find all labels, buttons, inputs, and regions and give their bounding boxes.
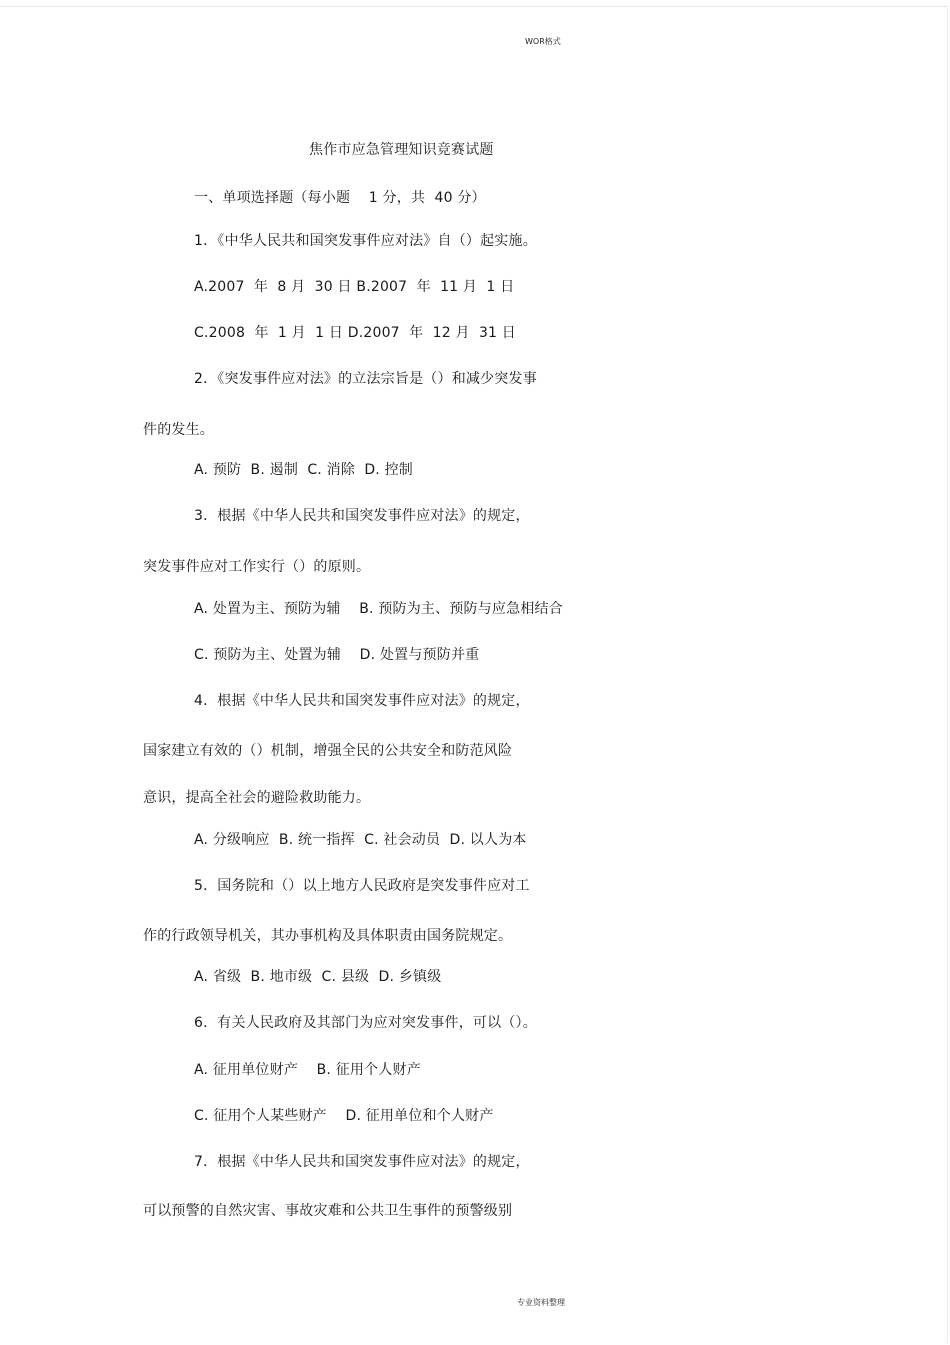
question-3: 3．根据《中华人民共和国突发事件应对法》的规定， (194, 508, 530, 524)
q1-options-cd: C.2008 年 1 月 1 日 D.2007 年 12 月 31 日 (194, 325, 517, 341)
question-7: 7．根据《中华人民共和国突发事件应对法》的规定， (194, 1154, 530, 1170)
page-footer: 专业资料整理 (517, 1298, 565, 1307)
q5-options: A. 省级 B. 地市级 C. 县级 D. 乡镇级 (194, 969, 442, 985)
question-2: 2．《突发事件应对法》的立法宗旨是（）和减少突发事 (194, 371, 537, 387)
question-2-cont: 件的发生。 (143, 422, 214, 438)
q6-options-cd: C. 征用个人某些财产 D. 征用单位和个人财产 (194, 1108, 494, 1124)
question-1: 1．《中华人民共和国突发事件应对法》自（）起实施。 (194, 233, 537, 249)
q6-options-ab: A. 征用单位财产 B. 征用个人财产 (194, 1062, 421, 1078)
question-7-cont: 可以预警的自然灾害、事故灾难和公共卫生事件的预警级别 (143, 1203, 513, 1219)
page-header: WOR格式 (525, 37, 561, 46)
q1-options-ab: A.2007 年 8 月 30 日 B.2007 年 11 月 1 日 (194, 279, 515, 295)
question-6: 6．有关人民政府及其部门为应对突发事件，可以（）。 (194, 1015, 537, 1031)
question-4-cont-2: 意识，提高全社会的避险救助能力。 (143, 790, 371, 806)
question-5-cont: 作的行政领导机关，其办事机构及具体职责由国务院规定。 (143, 928, 513, 944)
q2-options: A. 预防 B. 遏制 C. 消除 D. 控制 (194, 462, 413, 478)
q3-options-ab: A. 处置为主、预防为辅 B. 预防为主、预防与应急相结合 (194, 601, 563, 617)
q4-options: A. 分级响应 B. 统一指挥 C. 社会动员 D. 以人为本 (194, 832, 527, 848)
section-heading: 一、单项选择题（每小题 1 分，共 40 分） (194, 190, 486, 206)
question-4-cont-1: 国家建立有效的（）机制，增强全民的公共安全和防范风险 (143, 743, 513, 759)
q3-options-cd: C. 预防为主、处置为辅 D. 处置与预防并重 (194, 647, 480, 663)
document-title: 焦作市应急管理知识竞赛试题 (309, 142, 494, 158)
question-3-cont: 突发事件应对工作实行（）的原则。 (143, 559, 371, 575)
question-4: 4．根据《中华人民共和国突发事件应对法》的规定， (194, 693, 530, 709)
question-5: 5．国务院和（）以上地方人民政府是突发事件应对工 (194, 878, 530, 894)
